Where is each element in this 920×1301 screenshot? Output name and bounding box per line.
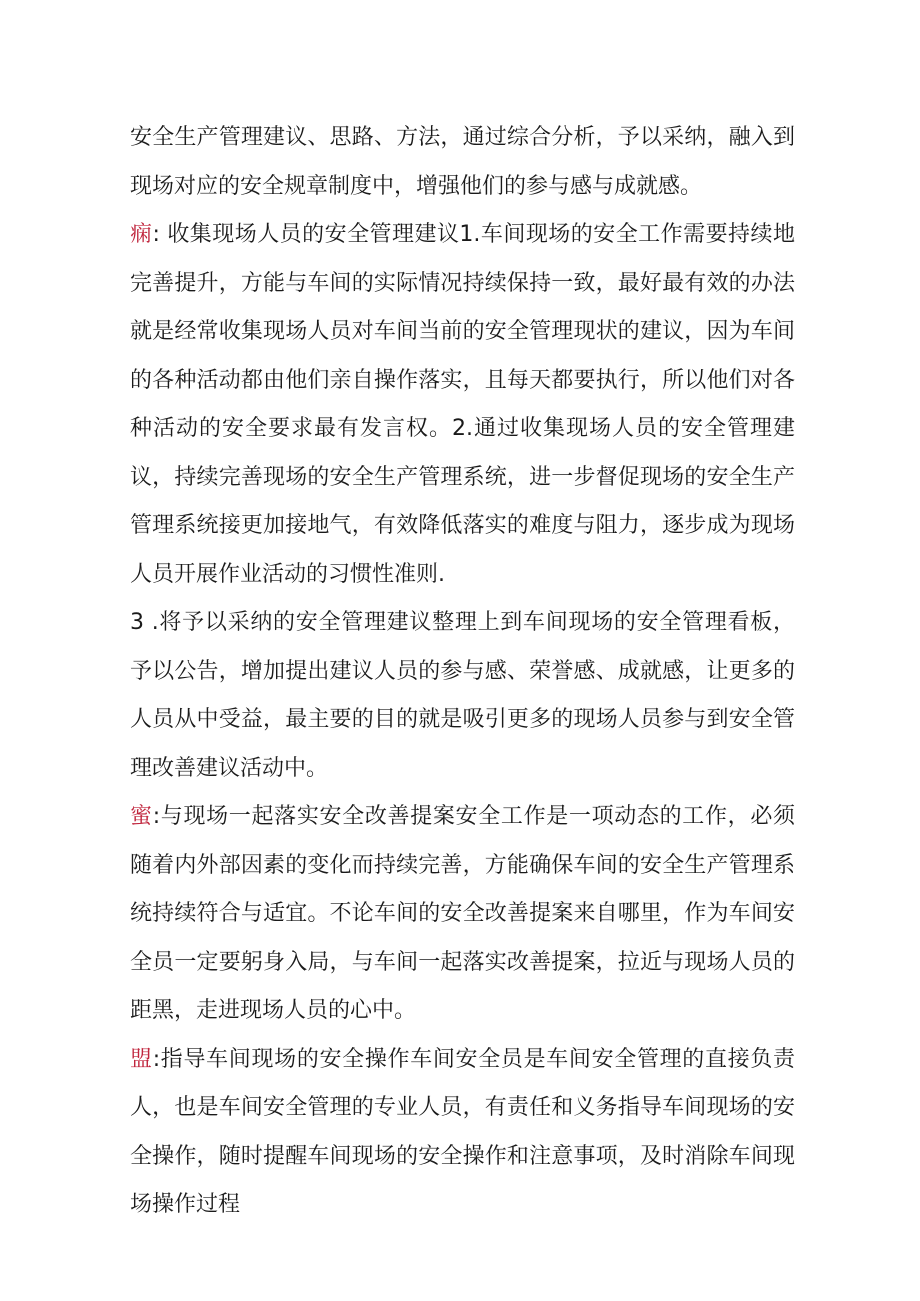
paragraph-5-marker: 盟 bbox=[130, 1046, 153, 1072]
paragraph-5-text: :指导车间现场的安全操作车间安全员是车间安全管理的直接负责人，也是车间安全管理的专业人员，有责任和义务指导车间现场的安全操作，随时提醒车间现场的安全操作和注意事项，及时消除车间现场操作过程 bbox=[130, 1046, 795, 1217]
paragraph-2-text: : 收集现场人员的安全管理建议1.车间现场的安全工作需要持续地完善提升，方能与车间的实际情况持续保持一致，最好最有效的办法就是经常收集现场人员对车间当前的安全管理现状的建议，因为车间的各种活动都由他们亲自操作落实，且每天都要执行，所以他们对各种活动的安全要求最有发言权。2.通过收集现场人员的安全管理建议，持续完善现场的安全生产管理系统，进一步督促现场的安全生产管理系统接更加接地气，有效降低落实的难度与阻力，逐步成为现场人员开展作业活动的习惯性准则. bbox=[130, 222, 795, 587]
paragraph-4-marker: 蜜 bbox=[130, 804, 153, 829]
paragraph-4-text: :与现场一起落实安全改善提案安全工作是一项动态的工作，必须随着内外部因素的变化而持续完善，方能确保车间的安全生产管理系统持续符合与适宜。不论车间的安全改善提案来自哪里，作为车间安全员一定要躬身入局，与车间一起落实改善提案，拉近与现场人员的距黑，走进现场人员的心中。 bbox=[130, 804, 795, 1023]
paragraph-3-text: 3 .将予以采纳的安全管理建议整理上到车间现场的安全管理看板，予以公告，增加提出建议人员的参与感、荣誉感、成就感，让更多的人员从中受益，最主要的目的就是吸引更多的现场人员参与到安全管理改善建议活动中。 bbox=[130, 610, 795, 781]
document-body bbox=[130, 114, 795, 1230]
paragraph-4 bbox=[130, 793, 795, 1036]
paragraph-1 bbox=[130, 114, 795, 211]
paragraph-5 bbox=[130, 1036, 795, 1230]
paragraph-2 bbox=[130, 211, 795, 599]
paragraph-2-marker: 痫 bbox=[130, 222, 153, 247]
paragraph-1-text: 安全生产管理建议、思路、方法，通过综合分析，予以采纳，融入到现场对应的安全规章制度中，增强他们的参与感与成就感。 bbox=[130, 125, 795, 199]
paragraph-3 bbox=[130, 599, 795, 793]
